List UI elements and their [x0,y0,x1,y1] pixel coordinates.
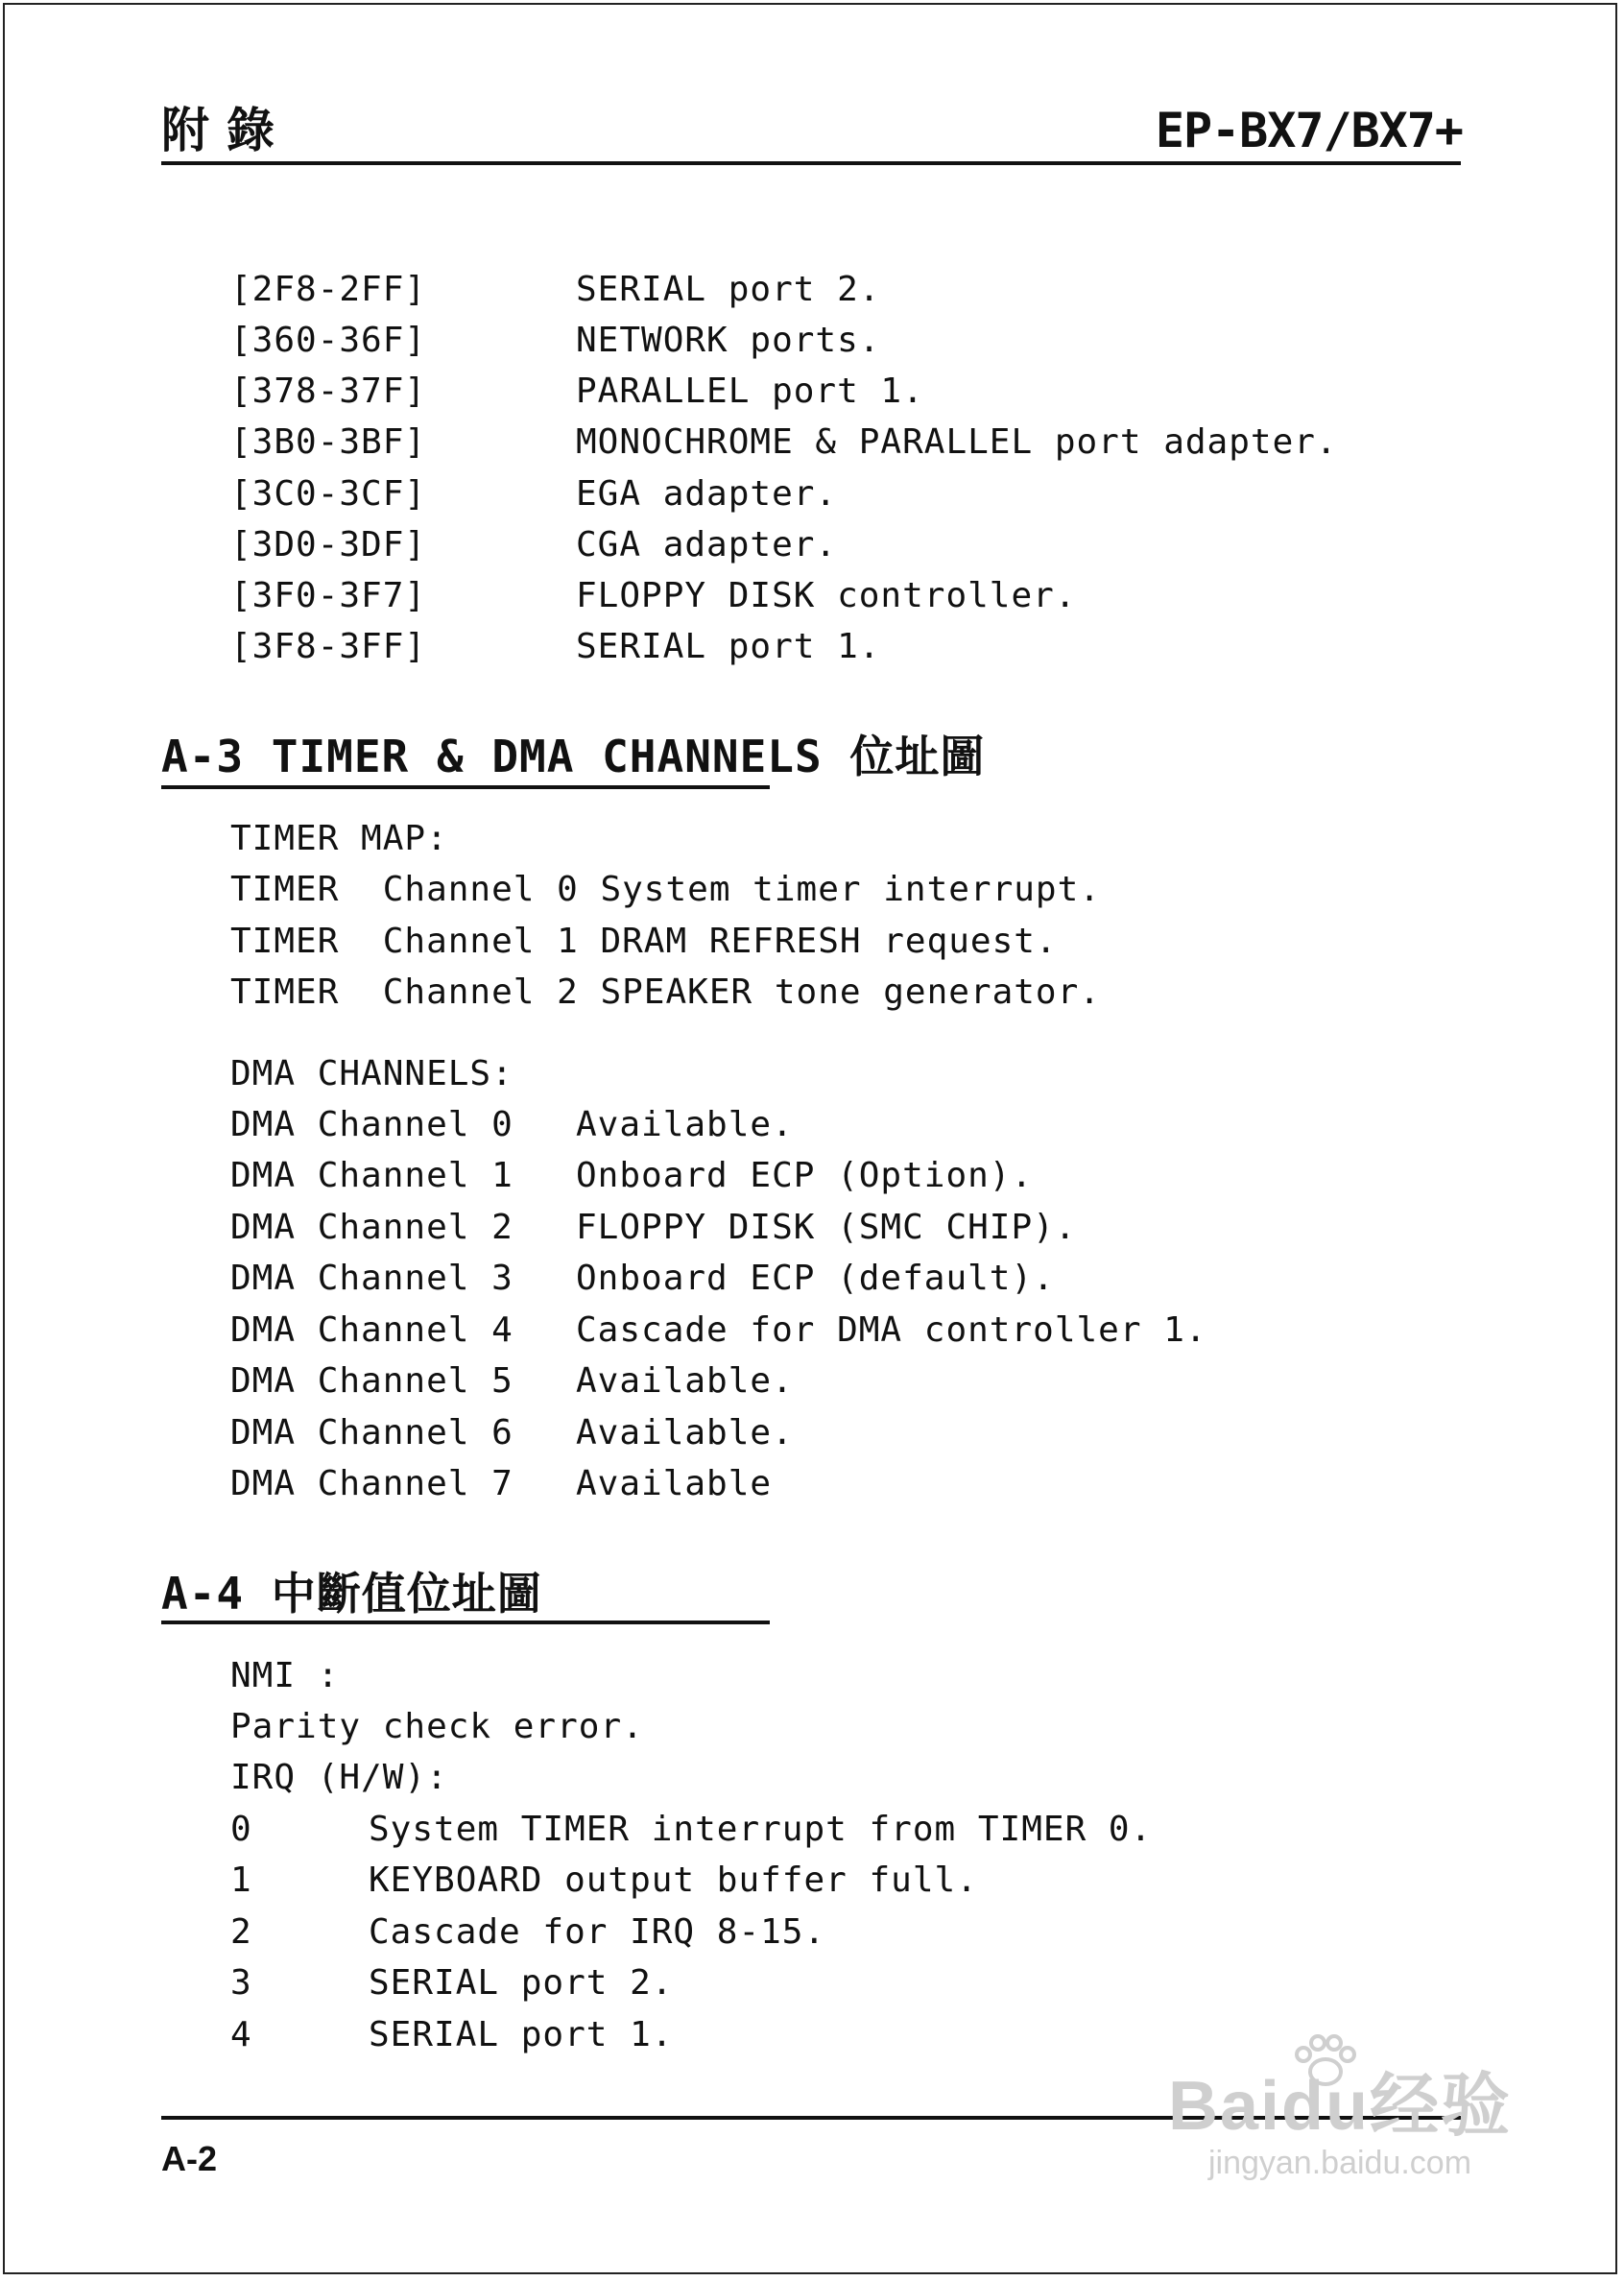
io-range: [3B0-3BF] [230,422,427,462]
irq-desc: SERIAL port 2. [369,1963,674,2003]
io-desc: EGA adapter. [576,474,838,514]
dma-desc: Available. [576,1413,794,1453]
dma-channel: DMA Channel 0 [230,1105,513,1144]
timer-map-label: TIMER MAP: [230,819,448,858]
nmi-label: NMI : [230,1656,340,1695]
io-range: [3C0-3CF] [230,474,427,514]
section-a4-rule [161,1621,770,1624]
dma-desc: Cascade for DMA controller 1. [576,1310,1207,1350]
dma-desc: Onboard ECP (default). [576,1259,1055,1298]
timer-row: TIMER Channel 1 DRAM REFRESH request. [230,922,1058,961]
dma-desc: Onboard ECP (Option). [576,1156,1034,1195]
dma-channel: DMA Channel 3 [230,1259,513,1298]
io-range: [3F0-3F7] [230,576,427,615]
dma-channel: DMA Channel 4 [230,1310,513,1350]
dma-desc: Available [576,1464,773,1503]
dma-desc: Available. [576,1361,794,1401]
dma-channel: DMA Channel 7 [230,1464,513,1503]
paw-icon [1292,2033,1359,2091]
io-range: [3F8-3FF] [230,627,427,666]
irq-number: 4 [230,2015,252,2054]
dma-desc: FLOPPY DISK (SMC CHIP). [576,1208,1077,1247]
section-a3-rule [161,785,770,789]
header-left-title: 附錄 [161,102,292,158]
io-range: [360-36F] [230,321,427,360]
irq-desc: KEYBOARD output buffer full. [369,1861,978,1900]
watermark-brand: Baidu经验 [1167,2068,1512,2145]
header-right-title: EP-BX7/BX7+ [1155,103,1463,158]
irq-number: 1 [230,1861,252,1900]
io-desc: CGA adapter. [576,525,838,564]
section-a4-title: A-4 中斷值位址圖 [161,1568,542,1620]
section-a3-title: A-3 TIMER & DMA CHANNELS 位址圖 [161,731,986,782]
header-rule [161,161,1461,165]
irq-desc: Cascade for IRQ 8-15. [369,1912,826,1952]
dma-channel: DMA Channel 6 [230,1413,513,1453]
io-desc: SERIAL port 2. [576,270,881,309]
io-range: [378-37F] [230,372,427,411]
dma-channel: DMA Channel 2 [230,1208,513,1247]
irq-desc: SERIAL port 1. [369,2015,674,2054]
io-desc: NETWORK ports. [576,321,881,360]
nmi-desc: Parity check error. [230,1707,644,1746]
baidu-watermark [1148,2033,1532,2197]
dma-channels-label: DMA CHANNELS: [230,1054,513,1093]
dma-desc: Available. [576,1105,794,1144]
timer-row: TIMER Channel 2 SPEAKER tone generator. [230,972,1101,1012]
irq-number: 0 [230,1810,252,1849]
irq-number: 2 [230,1912,252,1952]
dma-channel: DMA Channel 1 [230,1156,513,1195]
page-number: A-2 [161,2139,218,2178]
io-desc: MONOCHROME & PARALLEL port adapter. [576,422,1338,462]
irq-number: 3 [230,1963,252,2003]
irq-desc: System TIMER interrupt from TIMER 0. [369,1810,1153,1849]
io-range: [2F8-2FF] [230,270,427,309]
irq-label: IRQ (H/W): [230,1758,448,1797]
io-desc: SERIAL port 1. [576,627,881,666]
io-desc: PARALLEL port 1. [576,372,924,411]
timer-row: TIMER Channel 0 System timer interrupt. [230,870,1101,909]
watermark-url: jingyan.baidu.com [1207,2145,1472,2181]
io-desc: FLOPPY DISK controller. [576,576,1077,615]
dma-channel: DMA Channel 5 [230,1361,513,1401]
io-range: [3D0-3DF] [230,525,427,564]
